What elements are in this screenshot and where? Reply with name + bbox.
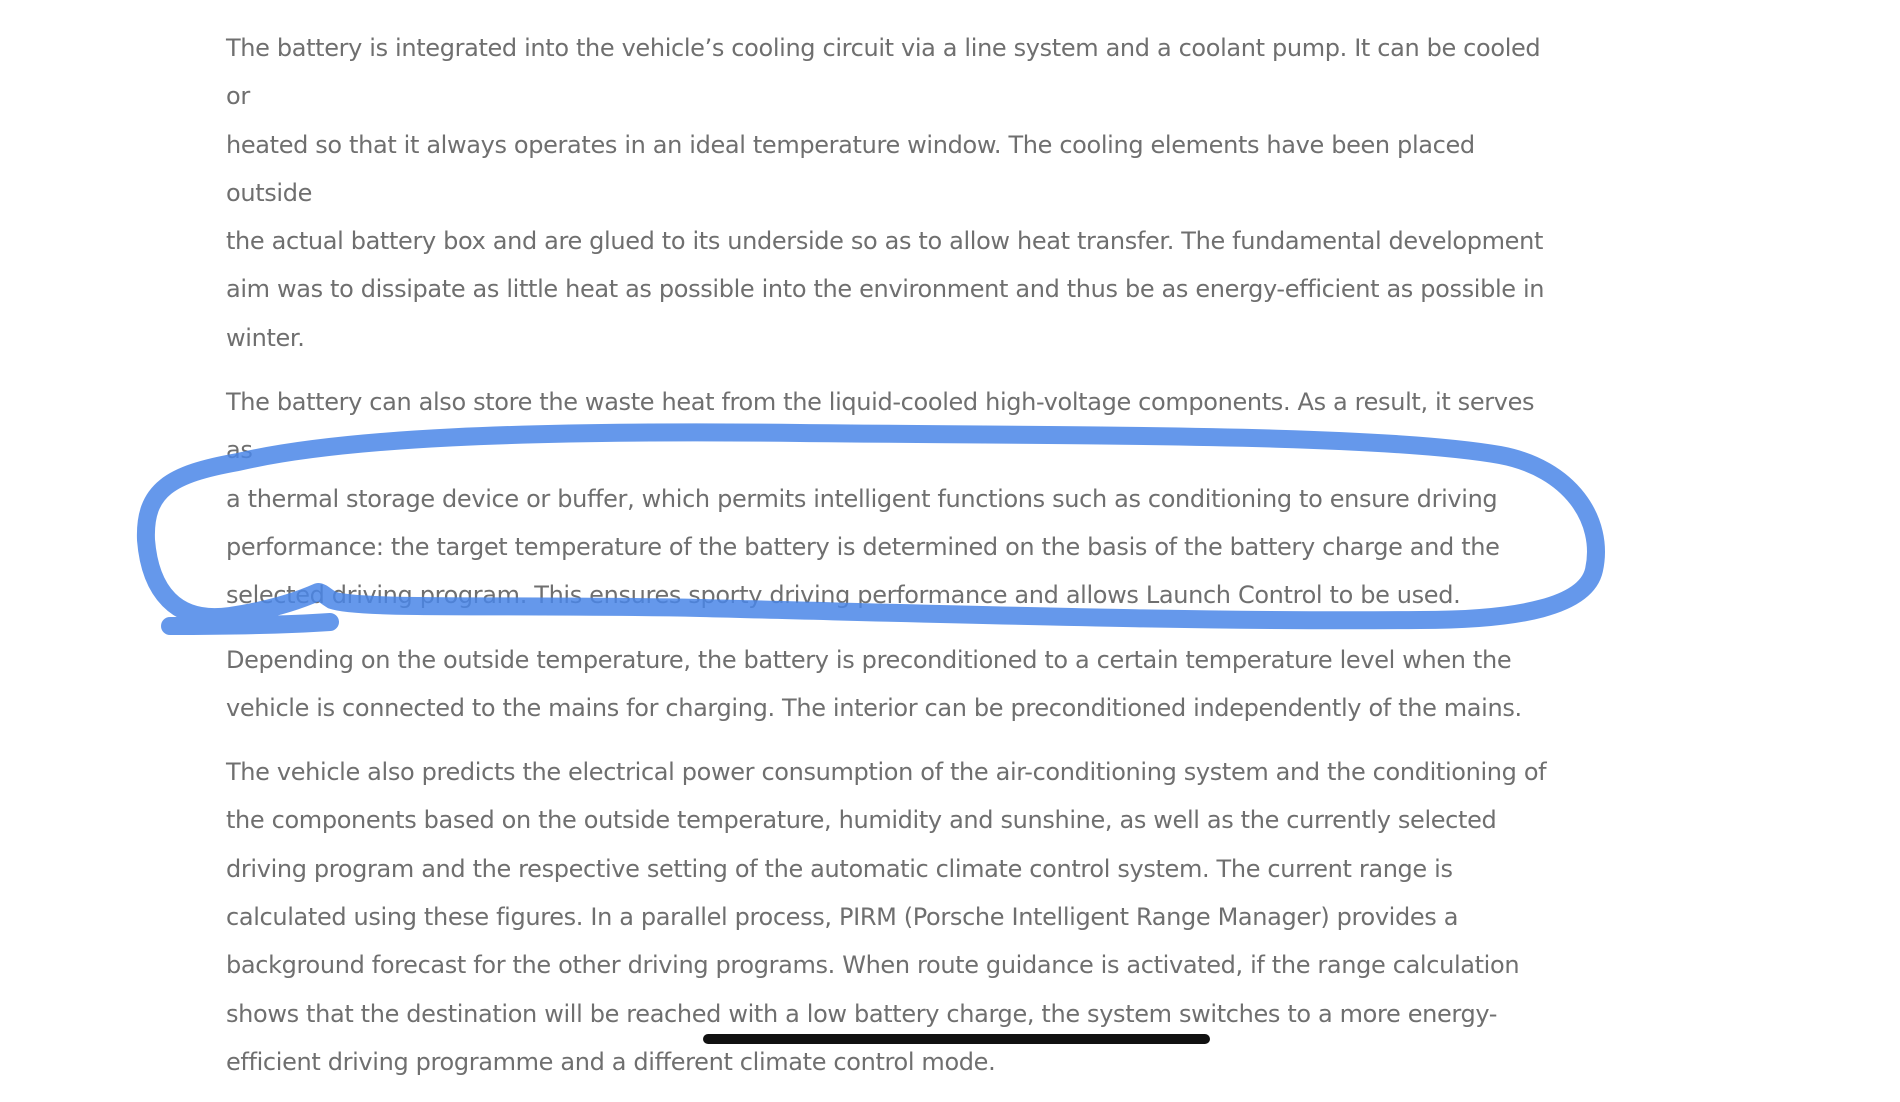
cropped-heading (226, 0, 706, 4)
paragraph-range-prediction: The vehicle also predicts the electrical power consumption of the air-conditioning system and the conditioning of the components based on the outside temperature, humidity and sunshine, as well as the currently selected driving program and the respective setting of the automatic climate control system. The current range is calculated using these figures. In a parallel process, PIRM (Porsche Intelligent Range Manager) provides a background forecast for the other driving programs. When route guidance is activated, if the range calculation shows that the destination will be reached with a low battery charge, the system switches to a more energy- efficient driving programme and a different climate control mode. (226, 758, 1547, 1076)
paragraph-battery-cooling: The battery is integrated into the vehicle’s cooling circuit via a line system and a coolant pump. It can be cooled or heated so that it always operates in an ideal temperature window. The cooling elements have been placed outside the actual battery box and are glued to its underside so as to allow heat transfer. The fundamental development aim was to dissipate as little heat as possible into the environment and thus be as energy-efficient as possible in winter. (226, 34, 1545, 352)
home-indicator-bar[interactable] (703, 1034, 1210, 1044)
paragraph-preconditioning: Depending on the outside temperature, the battery is preconditioned to a certain temperature level when the vehicle is connected to the mains for charging. The interior can be preconditioned independently of the mains. (226, 645, 1522, 722)
article-body (226, 24, 1551, 1102)
paragraph-waste-heat-storage: The battery can also store the waste heat from the liquid-cooled high-voltage components. As a result, it serves as a thermal storage device or buffer, which permits intelligent functions such as conditioning to ensure driving performance: the target temperature of the battery is determined on the basis of the battery charge and the selected driving program. This ensures sporty driving performance and allows Launch Control to be used. (226, 388, 1535, 610)
